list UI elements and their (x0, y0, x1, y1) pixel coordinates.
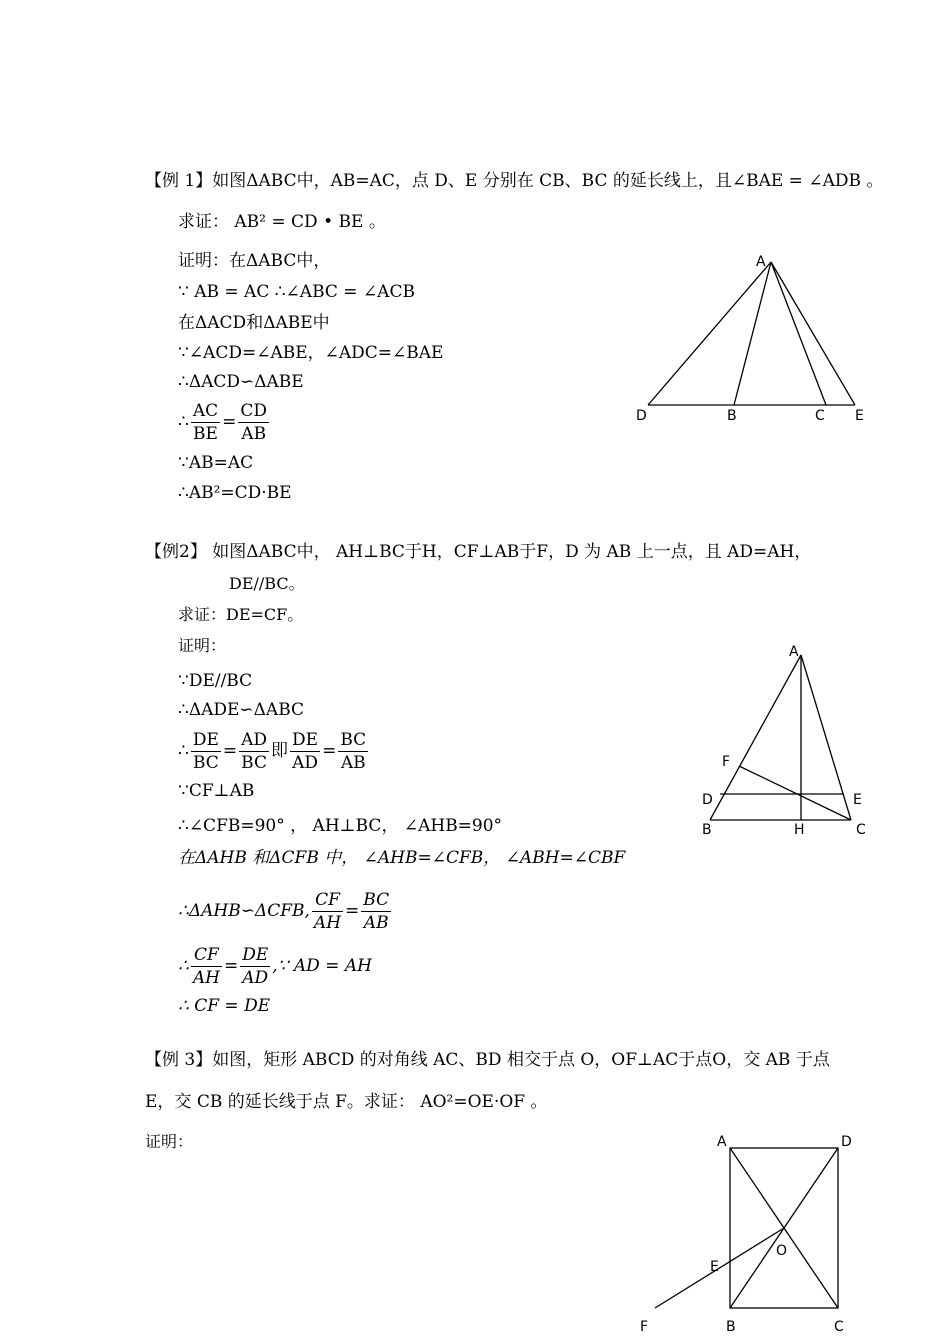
ex2-proof-line4: ∵CF⊥AB (178, 781, 255, 801)
ex2-because-ad-ah: ,∵ AD = AH (272, 956, 372, 976)
ex2-proof-line9: ∴ CF = DE (178, 996, 271, 1016)
fraction-denominator: BC (241, 753, 267, 773)
ex2-problem-line2: DE//BC。 (229, 574, 305, 593)
ex1-proof-line3: 在ΔACD和ΔABE中 (178, 313, 330, 333)
equals-sign: = (222, 412, 237, 432)
ex1-proof-line1: 证明：在ΔABC中， (178, 251, 331, 271)
ex2-label-B: B (702, 822, 712, 838)
ex3-label-D: D (841, 1134, 852, 1150)
fraction-denominator: BC (192, 753, 219, 773)
ex3-label-C: C (834, 1319, 844, 1335)
ex2-label-H: H (794, 822, 805, 838)
fraction-denominator: AB (363, 913, 389, 933)
ex3-label-O: O (776, 1243, 788, 1259)
ex2-label-E: E (853, 792, 862, 808)
equals-sign: = (345, 901, 360, 921)
ex2-proof-label: 证明： (178, 636, 227, 655)
fraction-numerator: DE (192, 730, 219, 750)
fraction-numerator: AC (192, 401, 219, 421)
fraction-denominator: BE (193, 424, 218, 444)
fraction-numerator: BC (363, 890, 390, 910)
ex2-label-C: C (856, 822, 866, 838)
ex2-proof-line2: ∴ΔADE∽ΔABC (178, 700, 305, 720)
ex1-problem-line1: 【例 1】如图ΔABC中，AB=AC，点 D、E 分别在 CB、BC 的延长线上，且∠BAE = ∠ADB 。 (145, 171, 884, 191)
ex2-similar-statement: ∴ΔAHB∽ΔCFB, (178, 901, 310, 921)
ex1-therefore: ∴ (178, 412, 189, 432)
ex2-therefore: ∴ (178, 741, 189, 761)
fraction-numerator: CF (191, 944, 222, 967)
equals-sign: = (322, 741, 337, 761)
equals-sign: = (223, 956, 239, 976)
fraction-numerator: BC (340, 730, 367, 750)
ex3-problem-line2: E，交 CB 的延长线于点 F。求证： AO²=OE·OF 。 (145, 1092, 548, 1112)
ex1-label-A: A (756, 254, 766, 270)
ex3-proof-label: 证明： (145, 1132, 194, 1151)
ex1-label-D: D (636, 408, 647, 424)
ex2-label-F: F (722, 754, 731, 770)
fraction-numerator: DE (292, 730, 319, 750)
ex2-prove-statement: 求证：DE=CF。 (178, 605, 304, 624)
ex1-proof-line5: ∴ΔACD∽ΔABE (178, 372, 304, 392)
ex2-problem-line1: 【例2】 如图ΔABC中， AH⊥BC于H，CF⊥AB于F，D 为 AB 上一点，且 AD=AH， (145, 542, 812, 562)
fraction-denominator: AD (292, 753, 319, 773)
fraction-denominator: AH (313, 913, 342, 933)
ex1-proof-line8: ∴AB²=CD·BE (178, 483, 292, 503)
fraction-denominator: AH (192, 968, 220, 988)
ex1-proof-line4: ∵∠ACD=∠ABE，∠ADC=∠BAE (178, 343, 444, 363)
ex3-label-A: A (717, 1134, 727, 1150)
ex2-therefore-2: ∴ (178, 956, 189, 976)
ex1-proof-line2: ∵ AB = AC ∴∠ABC = ∠ACB (178, 282, 415, 302)
fraction-numerator: CD (240, 401, 268, 421)
ex2-proof-line1: ∵DE//BC (178, 671, 253, 691)
fraction-denominator: AD (242, 968, 269, 988)
equals-sign: = (222, 741, 238, 761)
fraction-denominator: AB (340, 753, 366, 773)
fraction-numerator: DE (242, 945, 269, 965)
ex1-proof-line7: ∵AB=AC (178, 453, 254, 473)
ex2-proof-line6: 在ΔAHB 和ΔCFB 中， ∠AHB=∠CFB， ∠ABH=∠CBF (178, 848, 626, 868)
fraction-numerator: CF (312, 889, 343, 912)
ex2-label-D: D (702, 792, 713, 808)
ex2-proof-line5: ∴∠CFB=90° ， AH⊥BC， ∠AHB=90° (178, 816, 503, 836)
ex3-label-E: E (710, 1259, 719, 1275)
ex1-label-C: C (815, 408, 825, 424)
ex1-label-E: E (855, 408, 864, 424)
ex2-label-A: A (789, 644, 799, 660)
fraction-numerator: AD (241, 730, 268, 750)
ex3-label-B: B (726, 1319, 736, 1335)
fraction-denominator: AB (241, 424, 267, 444)
ex3-problem-line1: 【例 3】如图，矩形 ABCD 的对角线 AC、BD 相交于点 O，OF⊥AC于点O，交 AB 于点 (145, 1050, 830, 1070)
ex1-prove-statement: 求证： AB² = CD • BE 。 (178, 212, 386, 232)
ex2-namely: 即 (271, 741, 289, 761)
ex1-label-B: B (727, 408, 737, 424)
ex3-label-F: F (640, 1319, 649, 1335)
